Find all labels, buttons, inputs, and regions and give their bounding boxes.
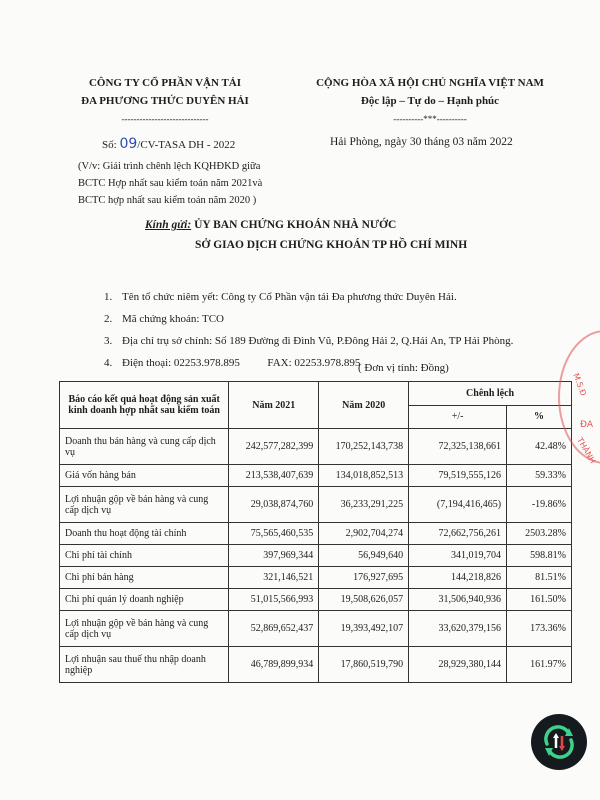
seal-text-middle: ĐA bbox=[580, 420, 593, 430]
table-row: Chi phí tài chính 397,969,344 56,949,640 341,019,704 598.81% bbox=[60, 545, 572, 567]
list-item: 4. Điện thoại: 02253.978.895 FAX: 02253.978.895 bbox=[104, 357, 361, 369]
nation-motto: Độc lập – Tự do – Hạnh phúc bbox=[360, 95, 500, 107]
header-percent: % bbox=[507, 405, 572, 429]
info-list bbox=[104, 286, 513, 374]
document-number bbox=[102, 136, 235, 152]
header-difference: Chênh lệch bbox=[409, 382, 572, 406]
recipient-name1: ỦY BAN CHỨNG KHOÁN NHÀ NƯỚC bbox=[194, 219, 397, 231]
seal-text-top: M.S.Đ bbox=[571, 372, 588, 397]
subject-line2: BCTC Hợp nhất sau kiểm toán năm 2021và bbox=[78, 178, 263, 189]
header-2021: Năm 2021 bbox=[229, 382, 319, 429]
left-divider: ----------------------------- bbox=[121, 114, 209, 124]
company-name-line1: CÔNG TY CỔ PHẦN VẬN TẢI bbox=[88, 77, 242, 89]
subject-line3: BCTC hợp nhất sau kiểm toán năm 2020 ) bbox=[78, 195, 257, 206]
subject-line1: (V/v: Giải trình chênh lệch KQHĐKD giữa bbox=[78, 161, 261, 172]
table-row: Doanh thu hoạt động tài chính 75,565,460,535 2,902,704,274 72,662,756,261 2503.28% bbox=[60, 523, 572, 545]
doc-number-suffix: /CV-TASA DH - 2022 bbox=[137, 139, 236, 151]
app-logo-icon bbox=[531, 714, 587, 770]
table-row: Chi phí quản lý doanh nghiệp 51,015,566,993 19,508,626,057 31,506,940,936 161.50% bbox=[60, 589, 572, 611]
header-plus-minus: +/- bbox=[409, 405, 507, 429]
doc-number-prefix: Số: bbox=[102, 139, 117, 151]
right-divider: ----------***---------- bbox=[393, 114, 467, 124]
table-row: Chi phí bán hàng 321,146,521 176,927,695 144,218,826 81.51% bbox=[60, 567, 572, 589]
doc-number-handwritten: 09 bbox=[119, 136, 138, 152]
seal-text-bottom: THÀNH bbox=[575, 435, 598, 466]
table-row: Lợi nhuận sau thuế thu nhập doanh nghiệp 46,789,899,934 17,860,519,790 28,929,380,144 161.97% bbox=[60, 647, 572, 683]
document-date: Hải Phòng, ngày 30 tháng 03 năm 2022 bbox=[330, 136, 513, 148]
table-row: Lợi nhuận gộp về bán hàng và cung cấp dịch vụ 52,869,652,437 19,393,492,107 33,620,379,156 173.36% bbox=[60, 611, 572, 647]
national-header bbox=[295, 74, 565, 128]
company-header bbox=[60, 74, 270, 128]
table-row: Lợi nhuận gộp về bán hàng và cung cấp dịch vụ 29,038,874,760 36,233,291,225 (7,194,416,465) -19.86% bbox=[60, 487, 572, 523]
list-item: 2. Mã chứng khoán: TCO bbox=[104, 313, 224, 325]
table-header-row bbox=[60, 382, 572, 406]
list-item: 1. Tên tổ chức niêm yết: Công ty Cổ Phần vận tải Đa phương thức Duyên Hải. bbox=[104, 291, 457, 303]
header-2020: Năm 2020 bbox=[319, 382, 409, 429]
unit-note: ( Đơn vị tính: Đồng) bbox=[358, 362, 449, 374]
subject-block bbox=[78, 158, 308, 209]
table-row: Giá vốn hàng bán 213,538,407,639 134,018,852,513 79,519,555,126 59.33% bbox=[60, 465, 572, 487]
nation-title: CỘNG HÒA XÃ HỘI CHỦ NGHĨA VIỆT NAM bbox=[316, 77, 544, 89]
company-name-line2: ĐA PHƯƠNG THỨC DUYÊN HẢI bbox=[81, 95, 249, 107]
list-item: 3. Địa chỉ trụ sở chính: Số 189 Đường đi Đình Vũ, P.Đông Hải 2, Q.Hải An, TP Hải Phòng. bbox=[104, 335, 514, 347]
kinh-gui-label: Kính gửi: bbox=[145, 219, 192, 231]
header-item: Báo cáo kết quả hoạt động sản xuất kinh doanh hợp nhất sau kiểm toán bbox=[60, 382, 229, 429]
refresh-arrows-icon bbox=[531, 714, 587, 770]
table-row: Doanh thu bán hàng và cung cấp dịch vụ 242,577,282,399 170,252,143,738 72,325,138,661 42.48% bbox=[60, 429, 572, 465]
recipient-name2: SỞ GIAO DỊCH CHỨNG KHOÁN TP HỒ CHÍ MINH bbox=[195, 239, 468, 251]
financial-table bbox=[59, 381, 572, 683]
recipient-line1 bbox=[145, 219, 396, 231]
